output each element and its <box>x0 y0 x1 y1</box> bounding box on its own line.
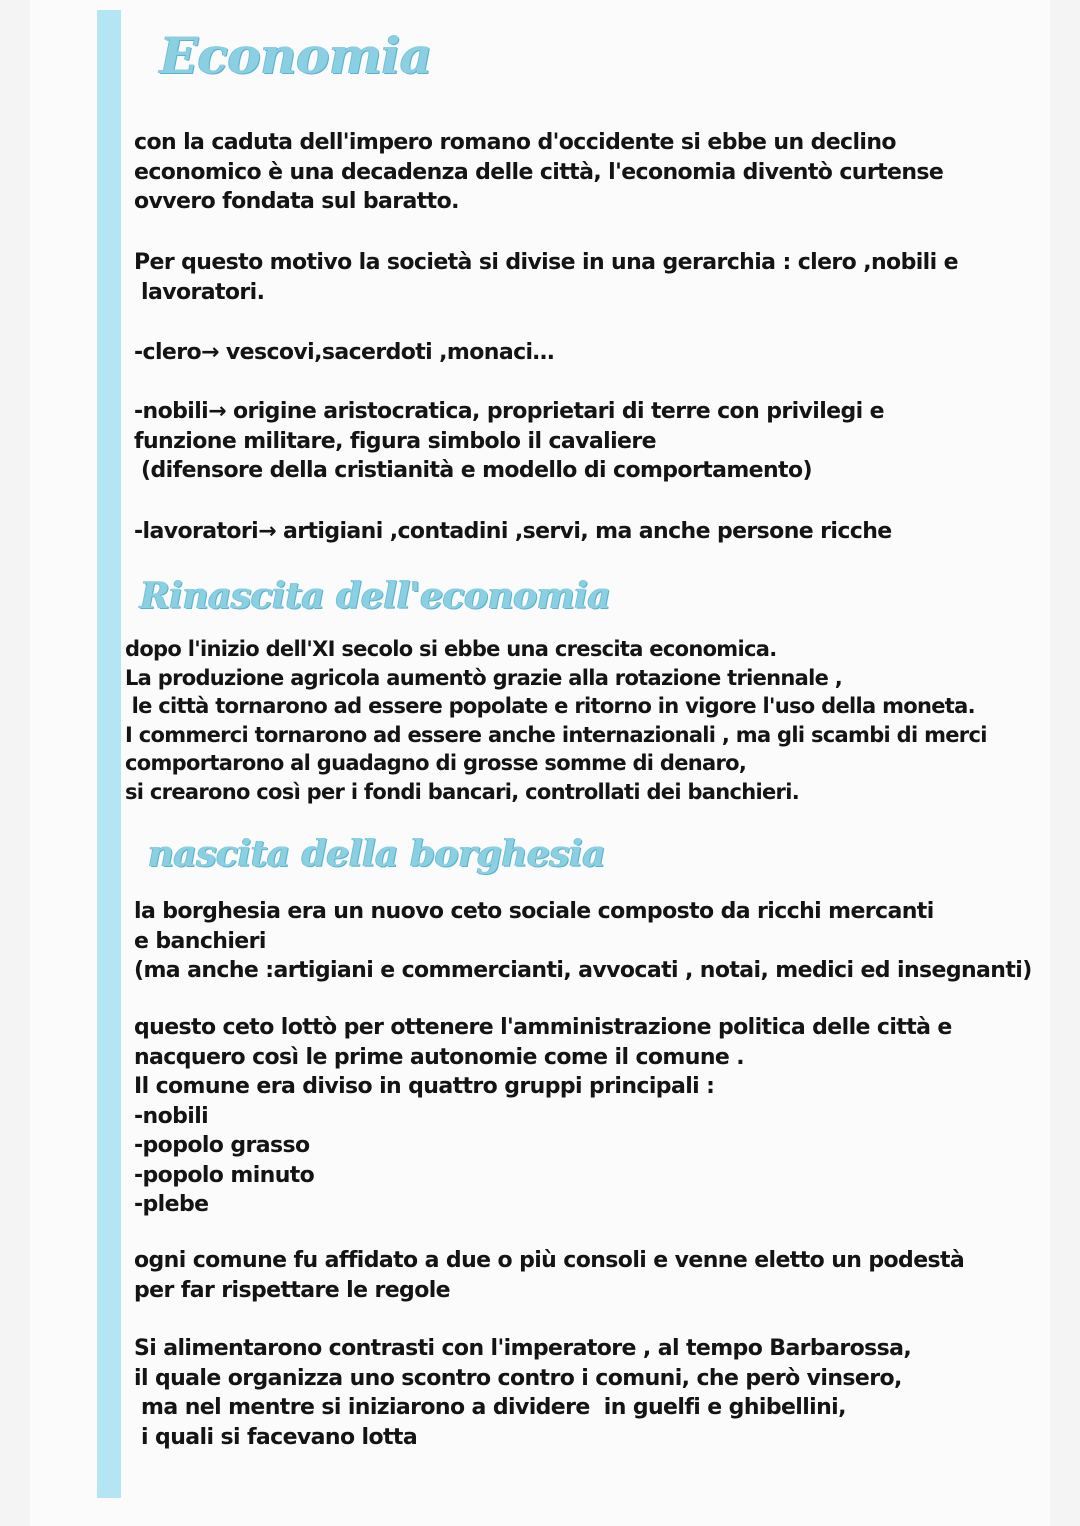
margin-bar <box>97 10 121 1498</box>
text-line: economico è una decadenza delle città, l'economia diventò curtense <box>134 159 944 185</box>
text-line: ovvero fondata sul baratto. <box>134 189 459 214</box>
text-line: ma nel mentre si iniziarono a dividere in guelfi e ghibellini, <box>134 1395 846 1420</box>
section-title-economia: Economia <box>160 26 432 85</box>
text-line: la borghesia era un nuovo ceto sociale composto da ricchi mercanti <box>134 899 934 924</box>
text-line: il quale organizza uno scontro contro i comuni, che però vinsero, <box>134 1365 902 1391</box>
paragraph <box>134 1334 911 1452</box>
list-item: -popolo grasso <box>134 1133 310 1158</box>
text-line: questo ceto lottò per ottenere l'amministrazione politica delle città e <box>134 1015 952 1040</box>
text-line: Si alimentarono contrasti con l'imperatore , al tempo Barbarossa, <box>134 1336 912 1361</box>
list-item: -plebe <box>134 1192 209 1217</box>
section-title-rinascita: Rinascita dell'economia <box>140 575 611 617</box>
section-title-borghesia: nascita della borghesia <box>148 833 606 875</box>
paragraph <box>134 128 943 217</box>
list-item: -popolo minuto <box>134 1162 315 1188</box>
text-line: (ma anche :artigiani e commercianti, avvocati , notai, medici ed insegnanti) <box>134 958 1032 983</box>
text-line: con la caduta dell'impero romano d'occidente si ebbe un declino <box>134 130 896 155</box>
list-item-nobili <box>134 397 884 486</box>
text-line: le città tornarono ad essere popolate e ritorno in vigore l'uso della moneta. <box>125 694 975 718</box>
text-line: lavoratori. <box>134 279 265 305</box>
text-line: nacquero così le prime autonomie come il comune . <box>134 1044 745 1070</box>
text-line: si crearono così per i fondi bancari, controllati dei banchieri. <box>125 779 799 804</box>
text-line: -clero→ vescovi,sacerdoti ,monaci… <box>134 340 554 365</box>
list-item: -nobili <box>134 1103 209 1129</box>
text-line: -nobili→ origine aristocratica, proprietari di terre con privilegi e <box>134 399 884 424</box>
text-line: i quali si facevano lotta <box>134 1424 418 1450</box>
text-line: La produzione agricola aumentò grazie alla rotazione triennale , <box>125 665 843 690</box>
paragraph <box>125 635 987 806</box>
text-line: funzione militare, figura simbolo il cavaliere <box>134 428 656 454</box>
list-item-lavoratori <box>134 517 892 547</box>
list-item-clero <box>134 338 554 368</box>
text-line: per far rispettare le regole <box>134 1277 450 1303</box>
paragraph <box>134 248 958 307</box>
text-line: comportarono al guadagno di grosse somme di denaro, <box>125 751 747 775</box>
text-line: Per questo motivo la società si divise in una gerarchia : clero ,nobili e <box>134 250 958 275</box>
text-line: ogni comune fu affidato a due o più consoli e venne eletto un podestà <box>134 1248 965 1273</box>
text-line: -lavoratori→ artigiani ,contadini ,servi, ma anche persone ricche <box>134 519 892 544</box>
text-line: e banchieri <box>134 928 266 954</box>
text-line: I commerci tornarono ad essere anche internazionali , ma gli scambi di merci <box>125 722 987 747</box>
text-line: dopo l'inizio dell'XI secolo si ebbe una crescita economica. <box>125 637 777 661</box>
paragraph <box>134 1246 964 1305</box>
text-line: (difensore della cristianità e modello di comportamento) <box>134 458 812 483</box>
text-line: Il comune era diviso in quattro gruppi principali : <box>134 1074 715 1099</box>
paragraph <box>134 897 1032 986</box>
paragraph <box>134 1013 952 1220</box>
